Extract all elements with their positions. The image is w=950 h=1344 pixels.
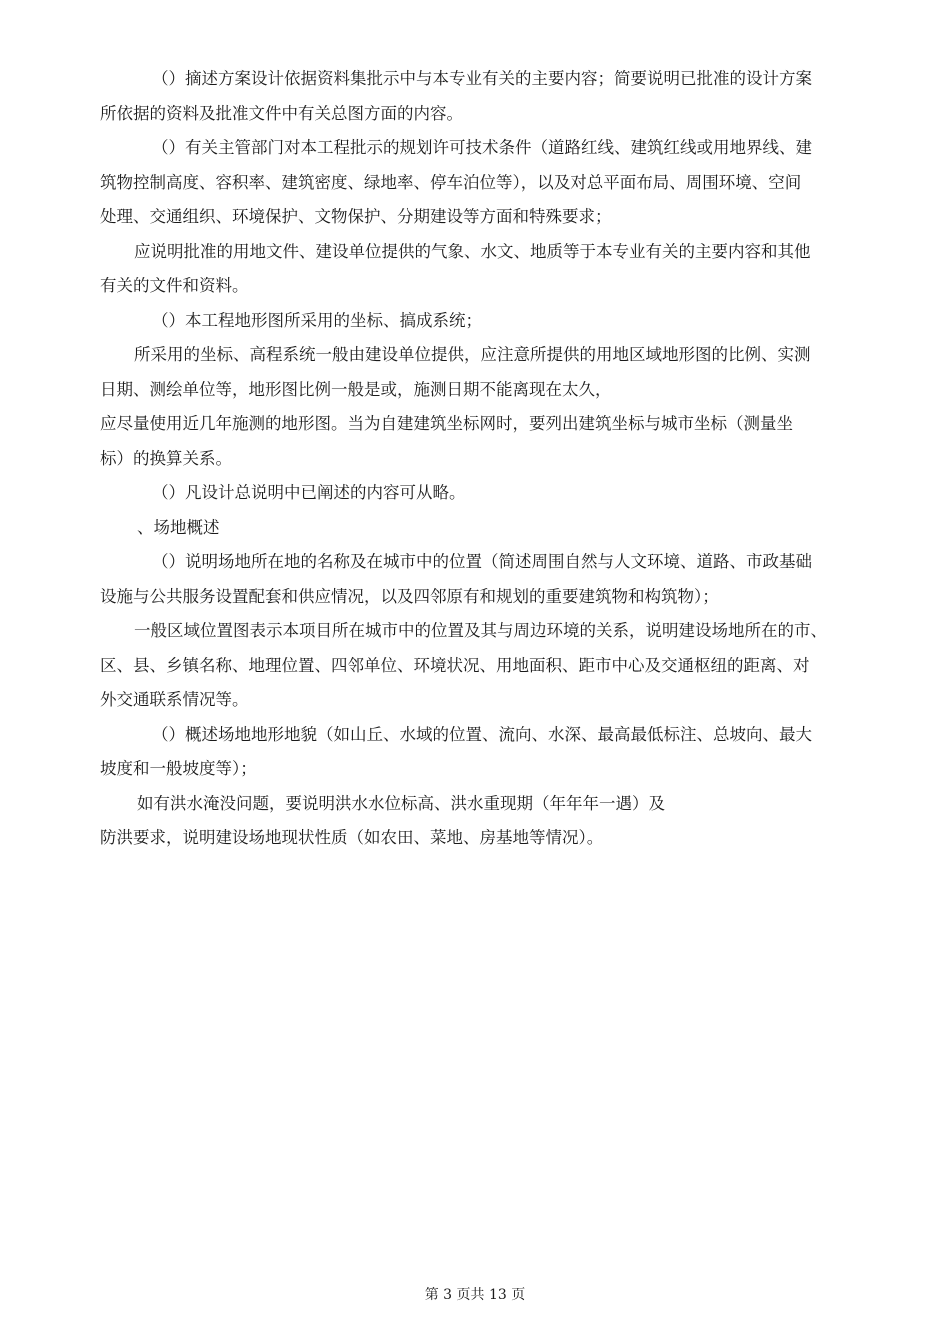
text-line: 处理、交通组织、环境保护、文物保护、分期建设等方面和特殊要求； xyxy=(100,207,612,226)
text-line: 坡度和一般坡度等）； xyxy=(100,759,257,778)
document-body xyxy=(100,62,890,856)
text-line: （）概述场地地形地貌（如山丘、水域的位置、流向、水深、最高最低标注、总坡向、最大 xyxy=(152,724,812,744)
text-line: （）有关主管部门对本工程批示的规划许可技术条件（道路红线、建筑红线或用地界线、建 xyxy=(152,138,812,157)
paragraph-land-documents xyxy=(100,235,890,304)
text-line: 标）的换算关系。 xyxy=(100,448,232,468)
text-line: 日期、测绘单位等，地形图比例一般是或，施测日期不能离现在太久， xyxy=(100,379,612,399)
paragraph-site-location xyxy=(100,545,890,614)
text-line: （）本工程地形图所采用的坐标、搞成系统； xyxy=(152,310,482,330)
paragraph-planning-conditions xyxy=(100,131,890,235)
paragraph-flood-requirements xyxy=(100,821,890,856)
paragraph-design-basis xyxy=(100,62,890,131)
text-line: 防洪要求，说明建设场地现状性质（如农田、菜地、房基地等情况）。 xyxy=(100,828,604,847)
paragraph-coordinate-system xyxy=(100,304,890,339)
page-number-footer: 第 3 页共 13 页 xyxy=(424,1287,526,1303)
paragraph-flood xyxy=(100,787,890,822)
text-line: 所依据的资料及批准文件中有关总图方面的内容。 xyxy=(100,103,463,123)
paragraph-omit-note xyxy=(100,476,890,511)
paragraph-terrain xyxy=(100,718,890,787)
paragraph-recent-survey xyxy=(100,407,890,476)
text-line: 应尽量使用近几年施测的地形图。当为自建建筑坐标网时，要列出建筑坐标与城市坐标（测量坐 xyxy=(100,414,793,433)
text-line: 区、县、乡镇名称、地理位置、四邻单位、环境状况、用地面积、距市中心及交通枢纽的距离、对 xyxy=(100,655,810,675)
text-line: 应说明批准的用地文件、建设单位提供的气象、水文、地质等于本专业有关的主要内容和其他 xyxy=(134,241,811,261)
text-line: 设施与公共服务设置配套和供应情况，以及四邻原有和规划的重要建筑物和构筑物）； xyxy=(100,586,719,606)
section-heading-site-overview xyxy=(100,511,890,546)
text-line: 外交通联系情况等。 xyxy=(100,690,249,709)
paragraph-coordinate-details xyxy=(100,338,890,407)
text-line: 有关的文件和资料。 xyxy=(100,276,249,295)
text-line: （）凡设计总说明中已阐述的内容可从略。 xyxy=(152,483,466,502)
text-line: 筑物控制高度、容积率、建筑密度、绿地率、停车泊位等），以及对总平面布局、周围环境、空间 xyxy=(100,172,802,192)
text-line: 所采用的坐标、高程系统一般由建设单位提供，应注意所提供的用地区域地形图的比例、实测 xyxy=(134,345,811,364)
text-line: 如有洪水淹没问题，要说明洪水水位标高、洪水重现期（年年年一遇）及 xyxy=(137,793,665,813)
text-line: （）摘述方案设计依据资料集批示中与本专业有关的主要内容；简要说明已批准的设计方案 xyxy=(152,69,812,88)
paragraph-location-map xyxy=(100,614,890,718)
text-line: （）说明场地所在地的名称及在城市中的位置（简述周围自然与人文环境、道路、市政基础 xyxy=(152,552,812,571)
text-line: 一般区域位置图表示本项目所在城市中的位置及其与周边环境的关系，说明建设场地所在的市、 xyxy=(134,621,827,640)
section-heading: 、场地概述 xyxy=(137,517,220,537)
